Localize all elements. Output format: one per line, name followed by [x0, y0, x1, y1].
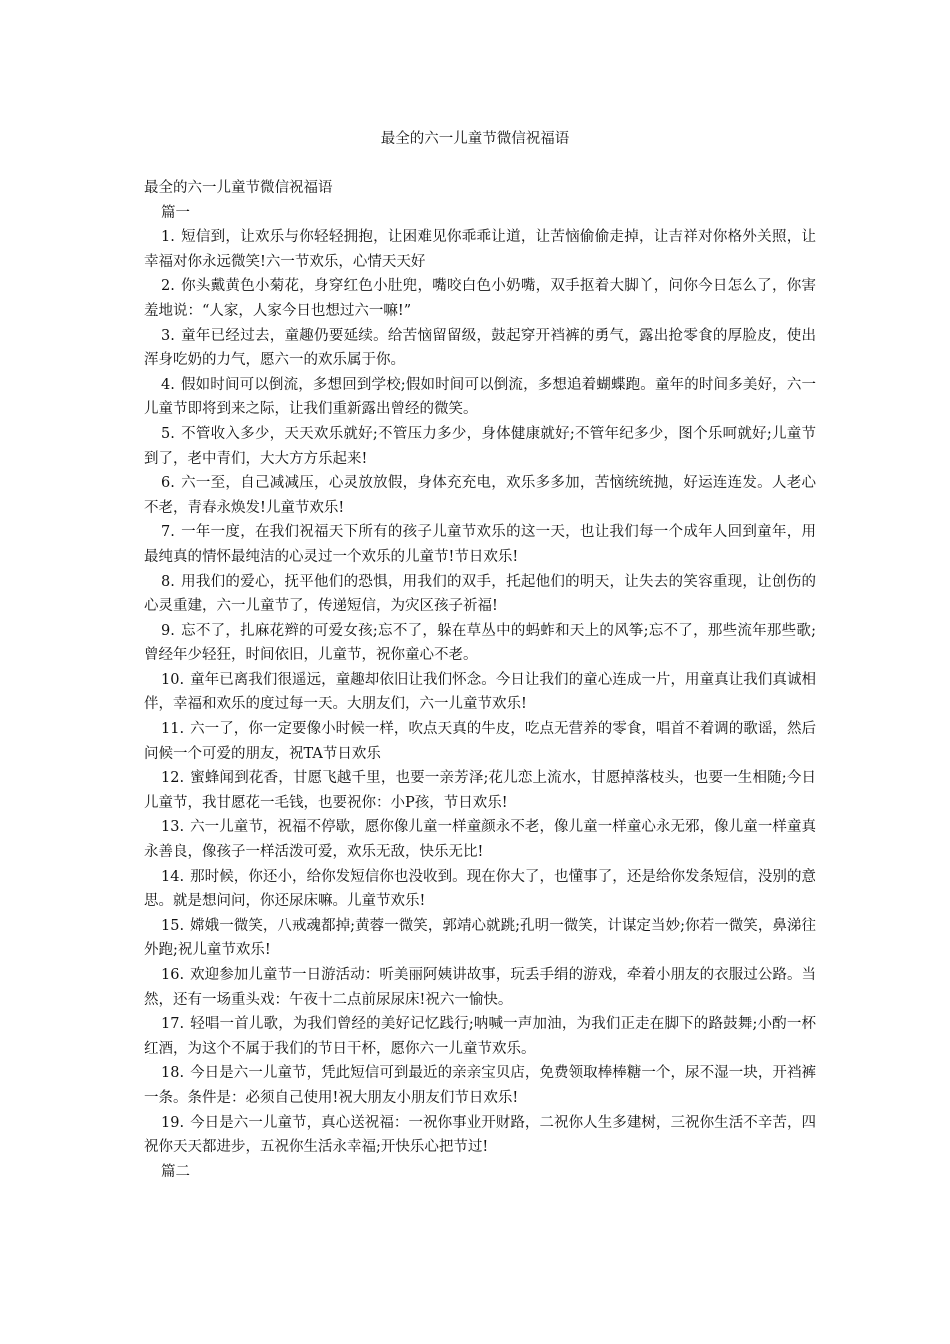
- list-item: [144, 1012, 816, 1061]
- list-item: [144, 1061, 816, 1110]
- item-text: 不管收入多少，天天欢乐就好;不管压力多少，身体健康就好;不管年纪多少，图个乐呵就好;儿童节到了，老中青们，大大方方乐起来!: [144, 425, 816, 467]
- item-text: 轻唱一首儿歌，为我们曾经的美好记忆践行;呐喊一声加油，为我们正走在脚下的路鼓舞;小酌一杯红酒，为这个不属于我们的节日干杯，愿你六一儿童节欢乐。: [144, 1016, 816, 1057]
- list-item: [144, 471, 816, 520]
- item-number: 3.: [161, 327, 175, 344]
- item-text: 用我们的爱心，抚平他们的恐惧，用我们的双手，托起他们的明天，让失去的笑容重现，让创伤的心灵重建，六一儿童节了，传递短信，为灾区孩子祈福!: [144, 573, 816, 615]
- list-item: [144, 225, 816, 274]
- list-item: [144, 914, 816, 963]
- item-number: 13.: [161, 819, 185, 836]
- list-item: [144, 520, 816, 569]
- list-item: [144, 717, 816, 766]
- item-text: 嫦娥一微笑，八戒魂都掉;黄蓉一微笑，郭靖心就跳;孔明一微笑，计谋定当妙;你若一微笑，鼻涕往外跑;祝儿童节欢乐!: [144, 917, 816, 959]
- section-label-1: 篇一: [161, 204, 190, 221]
- list-item: [144, 963, 816, 1012]
- item-text: 六一儿童节，祝福不停歇，愿你像儿童一样童颜永不老，像儿童一样童心永无邪，像儿童一样童真永善良，像孩子一样活泼可爱，欢乐无敌，快乐无比!: [144, 819, 816, 861]
- page-title: 最全的六一儿童节微信祝福语: [380, 131, 570, 147]
- list-item: [144, 815, 816, 864]
- item-number: 5.: [161, 425, 175, 442]
- item-text: 那时候，你还小，给你发短信你也没收到。现在你大了，也懂事了，还是给你发条短信，没别的意思。就是想问问，你还尿床嘛。儿童节欢乐!: [144, 868, 816, 910]
- item-number: 14.: [161, 868, 185, 885]
- list-item: [144, 324, 816, 373]
- list-item: [144, 1111, 816, 1160]
- item-number: 19.: [161, 1114, 185, 1131]
- item-text: 忘不了，扎麻花辫的可爱女孩;忘不了，躲在草丛中的蚂蚱和天上的风筝;忘不了，那些流年那些歌;曾经年少轻狂，时间依旧，儿童节，祝你童心不老。: [144, 622, 816, 664]
- list-item: [144, 274, 816, 323]
- item-number: 1.: [161, 229, 175, 246]
- list-item: [144, 668, 816, 717]
- item-text: 短信到，让欢乐与你轻轻拥抱，让困难见你乖乖让道，让苦恼偷偷走掉，让吉祥对你格外关照，让幸福对你永远微笑!六一节欢乐，心情天天好: [144, 229, 816, 270]
- item-text: 蜜蜂闻到花香，甘愿飞越千里，也要一亲芳泽;花儿恋上流水，甘愿掉落枝头，也要一生相随;今日儿童节，我甘愿花一毛钱，也要祝你：小P孩，节日欢乐!: [144, 770, 816, 811]
- list-item: [144, 422, 816, 471]
- item-text: 欢迎参加儿童节一日游活动：听美丽阿姨讲故事，玩丢手绢的游戏，牵着小朋友的衣服过公路。当然，还有一场重头戏：午夜十二点前尿尿床!祝六一愉快。: [144, 967, 816, 1008]
- item-number: 9.: [161, 622, 175, 639]
- blessing-list: [144, 225, 816, 1160]
- item-text: 六一至，自己减减压，心灵放放假，身体充充电，欢乐多多加，苦恼统统抛，好运连连发。人老心不老，青春永焕发!儿童节欢乐!: [144, 475, 816, 516]
- list-item: [144, 865, 816, 914]
- item-number: 10.: [161, 671, 185, 688]
- item-text: 假如时间可以倒流，多想回到学校;假如时间可以倒流，多想追着蝴蝶跑。童年的时间多美好，六一儿童节即将到来之际，让我们重新露出曾经的微笑。: [144, 376, 816, 418]
- list-item: [144, 619, 816, 668]
- list-item: [144, 570, 816, 619]
- item-text: 一年一度，在我们祝福天下所有的孩子儿童节欢乐的这一天，也让我们每一个成年人回到童年，用最纯真的情怀最纯洁的心灵过一个欢乐的儿童节!节日欢乐!: [144, 524, 816, 565]
- item-number: 7.: [161, 524, 175, 541]
- item-text: 今日是六一儿童节，真心送祝福：一祝你事业开财路，二祝你人生多建树，三祝你生活不辛苦，四祝你天天都进步，五祝你生活永幸福;开快乐心把节过!: [144, 1114, 816, 1156]
- item-text: 今日是六一儿童节，凭此短信可到最近的亲亲宝贝店，免费领取棒棒糖一个，尿不湿一块，开裆裤一条。条件是：必须自己使用!祝大朋友小朋友们节日欢乐!: [144, 1065, 816, 1106]
- item-number: 4.: [161, 376, 175, 393]
- item-number: 15.: [161, 917, 185, 934]
- item-number: 11.: [161, 721, 185, 738]
- document-heading: 最全的六一儿童节微信祝福语: [144, 180, 333, 196]
- item-text: 童年已离我们很遥远，童趣却依旧让我们怀念。今日让我们的童心连成一片，用童真让我们真诚相伴，幸福和欢乐的度过每一天。大朋友们，六一儿童节欢乐!: [144, 671, 816, 713]
- item-number: 16.: [161, 967, 185, 983]
- item-number: 12.: [161, 770, 185, 787]
- item-number: 2.: [161, 278, 175, 295]
- list-item: [144, 766, 816, 815]
- section-label-2: 篇二: [161, 1163, 190, 1180]
- list-item: [144, 373, 816, 422]
- item-number: 17.: [161, 1016, 185, 1033]
- item-text: 童年已经过去，童趣仍要延续。给苦恼留留级，鼓起穿开裆裤的勇气，露出抢零食的厚脸皮，使出浑身吃奶的力气，愿六一的欢乐属于你。: [144, 327, 816, 369]
- document-body: [144, 176, 816, 1184]
- item-number: 6.: [161, 475, 175, 492]
- item-number: 8.: [161, 573, 175, 590]
- item-text: 六一了，你一定要像小时候一样，吹点天真的牛皮，吃点无营养的零食，唱首不着调的歌谣，然后问候一个可爱的朋友，祝TA节日欢乐: [144, 721, 816, 762]
- item-number: 18.: [161, 1065, 185, 1082]
- item-text: 你头戴黄色小菊花，身穿红色小肚兜，嘴咬白色小奶嘴，双手抠着大脚丫，问你今日怎么了，你害羞地说：“人家，人家今日也想过六一嘛!”: [144, 278, 816, 319]
